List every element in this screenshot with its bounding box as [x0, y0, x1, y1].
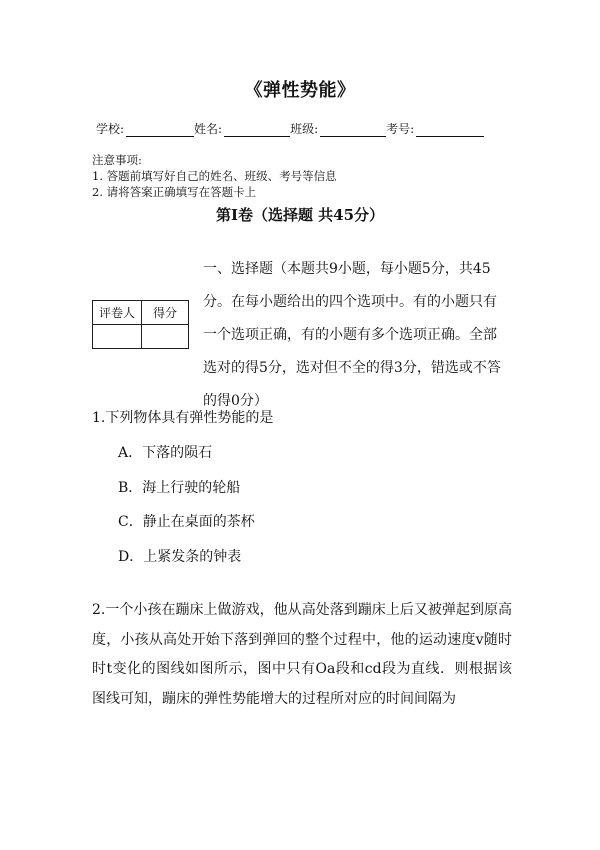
grader-header: 评卷人	[93, 301, 142, 325]
question-1-option-c: C．静止在桌面的茶杯	[118, 514, 255, 530]
question-1-option-a: A．下落的陨石	[118, 445, 213, 461]
class-label: 班级:	[290, 122, 319, 136]
question-2-stem: 2.一个小孩在蹦床上做游戏，他从高处落到蹦床上后又被弹起到原高度，小孩从高处开始下落到弹回的整个过程中，他的运动速度v随时时t变化的图线如图所示，图中只有Oa段和cd段为直线．则根据该图线可知，蹦床的弹性势能增大的过程所对应的时间间隔为	[92, 602, 512, 707]
grade-table-blank-row	[93, 325, 189, 349]
section-title: 第I卷（选择题 共45分）	[215, 206, 385, 224]
page-title: 《弹性势能》	[244, 80, 356, 101]
name-blank[interactable]	[224, 124, 290, 137]
school-blank[interactable]	[126, 124, 194, 137]
question-1-stem: 1.下列物体具有弹性势能的是	[92, 410, 274, 426]
notes-heading: 注意事项:	[92, 153, 142, 167]
section-instructions: 一、选择题（本题共9小题，每小题5分，共45分。在每小题给出的四个选项中。有的小题只有一个选项正确，有的小题有多个选项正确。全部选对的得5分，选对但不全的得3分，错选或不答的得0分）	[203, 261, 501, 409]
notes-block	[92, 152, 337, 200]
question-1-option-b: B．海上行驶的轮船	[118, 479, 241, 496]
grade-table-header-row	[93, 301, 189, 325]
score-cell[interactable]	[142, 325, 189, 349]
class-blank[interactable]	[320, 124, 386, 137]
score-header: 得分	[142, 301, 189, 325]
notes-item: 2. 请将答案正确填写在答题卡上	[92, 185, 257, 199]
notes-item: 1. 答题前填写好自己的姓名、班级、考号等信息	[92, 169, 337, 183]
name-label: 姓名:	[194, 122, 223, 136]
grader-cell[interactable]	[93, 325, 142, 349]
exam-number-label: 考号:	[386, 122, 415, 136]
student-info-row	[96, 120, 484, 137]
exam-number-blank[interactable]	[416, 124, 484, 137]
grade-table	[92, 300, 189, 349]
question-1-options	[118, 436, 255, 574]
question-1-option-d: D．上紧发条的钟表	[118, 548, 242, 565]
school-label: 学校:	[96, 122, 125, 136]
